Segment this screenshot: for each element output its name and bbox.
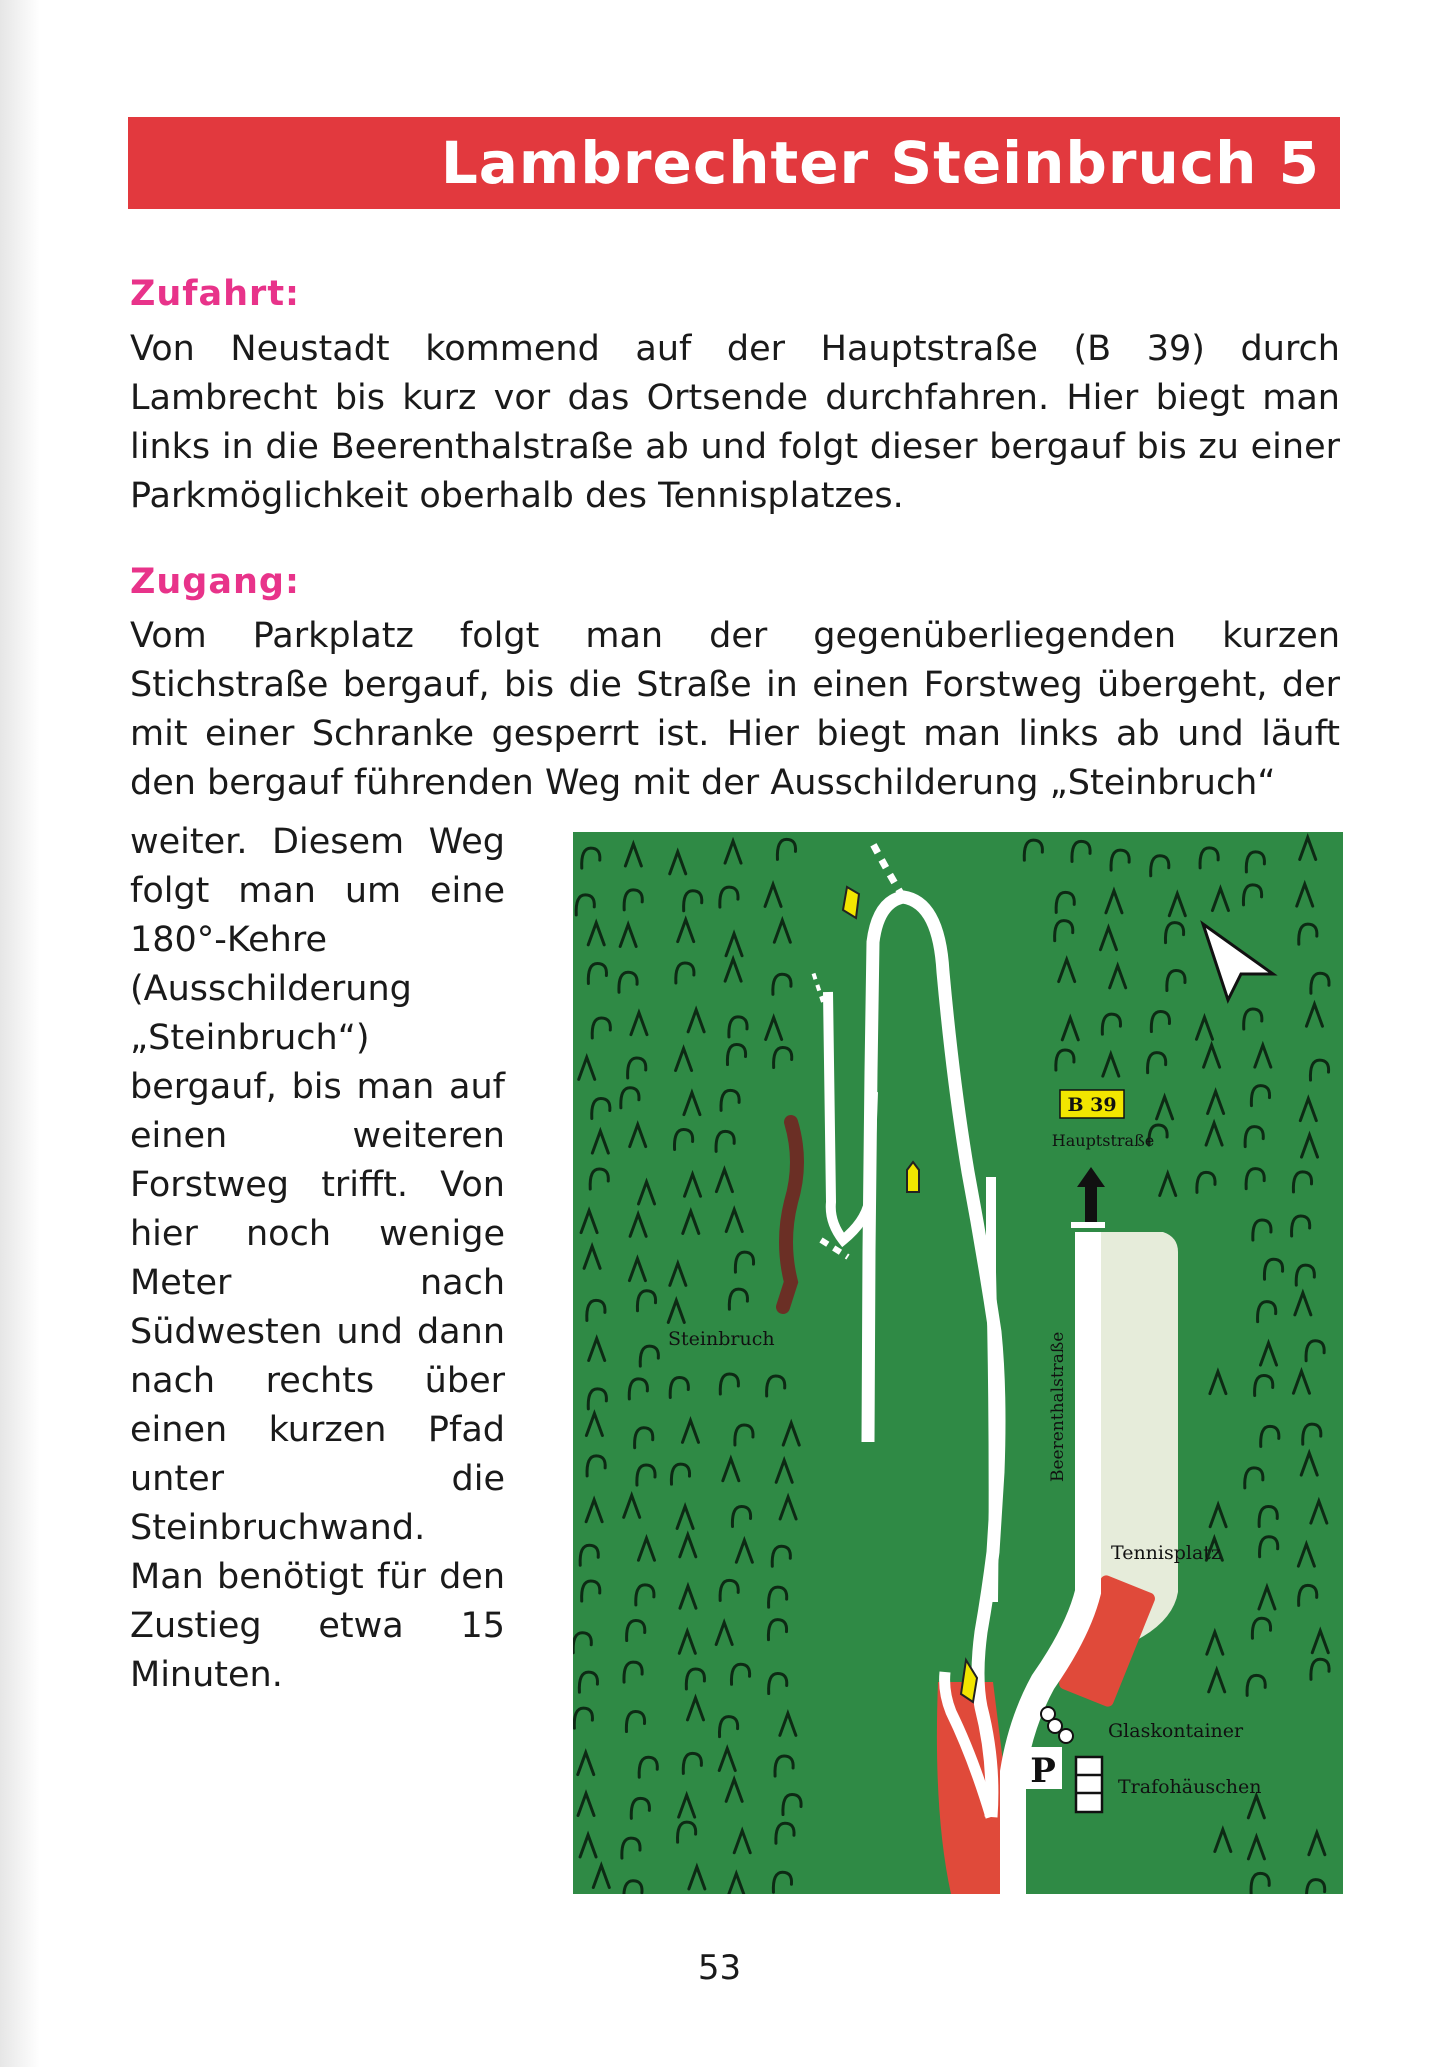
title-banner <box>128 117 1340 209</box>
zugang-text-narrow: weiter. Diesem Weg folgt man um eine 180°-Kehre (Ausschilderung „Steinbruch“) bergauf, bis man auf einen weiteren Forstweg trifft. Von hier noch wenige Meter nach Südwesten und dann nach rechts über einen kurzen Pfad unter die Steinbruchwand. Man benötigt für den Zustieg etwa 15 Minuten. <box>130 822 505 1695</box>
parking-label: P <box>1030 1751 1056 1791</box>
beerenthalstrasse-label: Beerenthalstraße <box>1048 1331 1068 1482</box>
b39-label: B 39 <box>1067 1094 1117 1116</box>
zugang-text-full: Vom Parkplatz folgt man der gegenüberliegenden kurzen Stichstraße bergauf, bis die Straße in einen Forstweg übergeht, der mit einer Schranke gesperrt ist. Hier biegt man links ab und läuft den bergauf führenden Weg mit der Ausschilderung „Steinbruch“ <box>130 616 1340 803</box>
tennisplatz-label: Tennisplatz <box>1111 1542 1221 1564</box>
signpost-icon <box>907 1162 919 1192</box>
steinbruch-label: Steinbruch <box>668 1328 775 1350</box>
route-map-svg <box>573 832 1343 1894</box>
zufahrt-text: Von Neustadt kommend auf der Hauptstraße (B 39) durch Lambrecht bis kurz vor das Ortsende durchfahren. Hier biegt man links in die Beerenthalstraße ab und folgt dieser bergauf bis zu einer Parkmöglichkeit oberhalb des Tennisplatzes. <box>130 329 1340 516</box>
hauptstrasse-label: Hauptstraße <box>1051 1131 1155 1150</box>
glaskontainer-label: Glaskontainer <box>1108 1720 1244 1742</box>
page-title: Lambrechter Steinbruch 5 <box>440 129 1320 197</box>
forest-path-upper <box>991 1177 994 1602</box>
route-map <box>573 832 1343 1894</box>
trafohaeuschen-label: Trafohäuschen <box>1118 1776 1262 1798</box>
page-number: 53 <box>697 1948 742 1988</box>
transformer-icon <box>1076 1757 1102 1812</box>
zufahrt-heading: Zufahrt: <box>130 274 301 314</box>
road-end <box>1071 1222 1105 1228</box>
page-edge-shadow <box>0 0 40 2067</box>
zugang-heading: Zugang: <box>130 562 300 602</box>
